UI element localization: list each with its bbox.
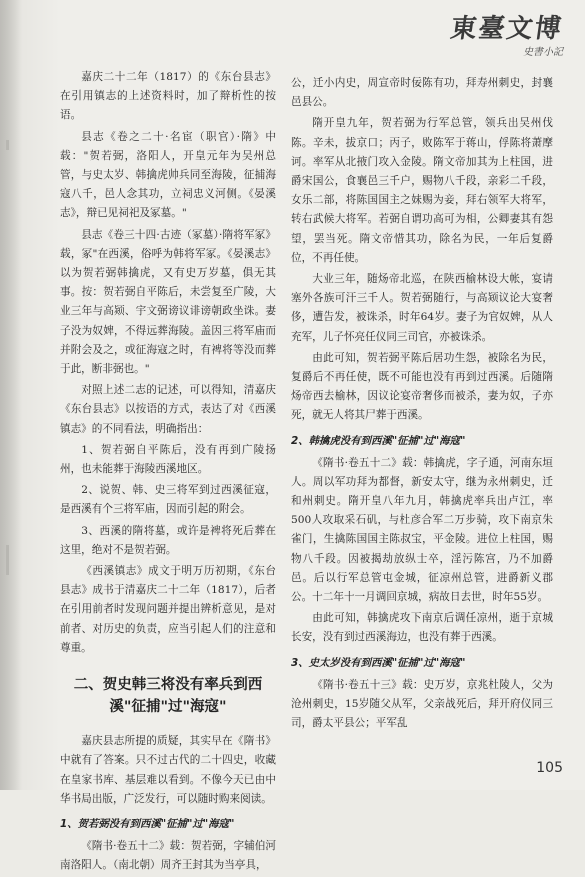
- paragraph: 嘉庆县志所提的质疑，其实早在《隋书》中就有了答案。只不过古代的二十四史，收藏在皇家书库、基层难以看到。不像今天已由中华书局出版，广泛发行，可以随时购来阅读。: [60, 735, 276, 805]
- paragraph: 县志《卷三十四·古迹（冢墓）·隋将军冢》载，冢"在西溪，俗呼为韩将军冢。《晏溪志》以为贺若弼韩擒虎，又有史万岁墓，俱无其事。按：贺若弼自平陈后，未尝复至广陵，大业三年与高颎、宇文弼谤议诽谤朝政坐诛。妻子没为奴婢，不得远葬海陵。盖因三将军庙而并附会及之，或征海寇之时，有裨将等没而葬于此，断非弼也。": [60, 228, 276, 376]
- gutter-shadow: [0, 0, 22, 790]
- paragraph: 嘉庆二十二年（1817）的《东台县志》在引用镇志的上述资料时，加了辩析性的按语。: [60, 71, 276, 122]
- paragraph: 隋开皇九年，贺若弼为行军总管，领兵出吴州伐陈。辛未，拔京口；丙子，败陈军于蒋山，俘陈将萧摩诃。率军从北掖门攻入金陵。隋文帝加其为上柱国，进爵宋国公，食襄邑三千户，赐物八千段，亲彩二千段，女乐二部，将陈国国主之妹赐为妾，拜右领军大将军，转右武候大将军。若弼自谓功高可为相，公卿妻其有怨望，罢当死。隋文帝惜其功，除名为民，一年后复爵位，不再任使。: [291, 117, 553, 264]
- paragraph: 对照上述二志的记述，可以得知，清嘉庆《东台县志》以按语的方式，表达了对《西溪镇志》的不同看法，明确指出：: [60, 384, 276, 435]
- subheading: 2、韩擒虎没有到西溪"征捕"过"海寇": [291, 434, 466, 447]
- subheading: 1、贺若弼没有到西溪"征捕"过"海寇": [60, 817, 235, 830]
- left-column: [60, 68, 276, 877]
- paragraph: 由此可知，贺若弼平陈后居功生怨，被除名为民，复爵后不再任使，既不可能也没有再到过西溪。后随隋炀帝西去榆林，因议论宴帝奢侈而被杀，妻为奴，子亦死，就无人将其尸葬于西溪。: [291, 351, 553, 422]
- masthead-brand: 東臺文博: [448, 14, 565, 44]
- paragraph: 1、贺若弼自平陈后，没有再到广陵扬州，也未能葬于海陵西溪地区。: [60, 443, 276, 476]
- paragraph: 《西溪镇志》成文于明万历初期，《东台县志》成书于清嘉庆二十二年（1817），后者在引用前者时发现问题并提出辨析意见，是对前者、对历史的负责，应当引起人们的注意和尊重。: [60, 565, 276, 654]
- page-number: 105: [536, 760, 563, 776]
- section-heading: 二、贺史韩三将没有率兵到西溪"征捕"过"海寇": [73, 677, 263, 716]
- paragraph: 《隋书·卷五十二》载：韩擒虎，字子通，河南东垣人。周以军功拜为都督，新安太守，继为永州刺史，迁和州刺史。隋开皇八年九月，韩擒虎率兵出卢江，率500人攻取采石矶，与杜彦合军二万步骑，攻下南京朱雀门，生擒陈国国主陈叔宝，平金陵。进位上柱国，赐物八千段。因被揭劫放纵士卒，淫污陈宫，乃不加爵邑。后以行军总管屯金城，征凉州总管，进爵新义郡公。十二年十一月调回京城，病故日去世，时年55岁。: [291, 456, 553, 604]
- paragraph: 公，迁小内史，周宣帝时佞陈有功，拜寿州刺史，封襄邑县公。: [291, 77, 553, 109]
- paragraph: 3、西溪的隋将墓，或许是裨将死后葬在这里，绝对不是贺若弼。: [60, 524, 276, 556]
- edge-mark: [6, 545, 9, 575]
- paragraph: 大业三年，随炀帝北巡，在陕西榆林设大帐，宴请塞外各族可汗三千人。贺若弼随行，与高颎议论大宴奢侈，遭告发，被诛杀，时年64岁。妻子为官奴婢，从人充军，儿子怀亮任仪同三司官，亦被诛杀。: [291, 273, 553, 343]
- paragraph: 《隋书·卷五十二》载：贺若弼，字辅伯河南洛阳人。（南北朝）周齐王封其为当亭具，: [60, 839, 276, 872]
- paragraph: 2、说贺、韩、史三将军到过西溪征寇，是西溪有个三将军庙，因而引起的附会。: [60, 484, 276, 516]
- masthead-signature: 史書小記: [523, 47, 563, 58]
- edge-mark: [6, 140, 9, 150]
- paragraph: 县志《卷之二十·名宦（职官）·隋》中载："贺若弼，洛阳人，开皇元年为吴州总管，与史太岁、韩擒虎帅兵同至海陵，征捕海寇八千，邑人念其功，立祠忠义河侧。《晏溪志》，辩已见祠祀及冢墓。": [60, 130, 276, 220]
- paragraph: 《隋书·卷五十三》载：史万岁，京兆杜陵人，父为沧州刺史，15岁随父从军，父亲战死后，拜开府仪同三司，爵太平县公；平军乱: [291, 678, 553, 730]
- masthead: [448, 8, 565, 58]
- paragraph: 由此可知，韩擒虎攻下南京后调任凉州，逝于京城长安，没有到过西溪海边，也没有葬于西溪。: [291, 612, 553, 644]
- subheading: 3、史太岁没有到西溪"征捕"过"海寇": [291, 656, 466, 669]
- right-column: [291, 74, 553, 735]
